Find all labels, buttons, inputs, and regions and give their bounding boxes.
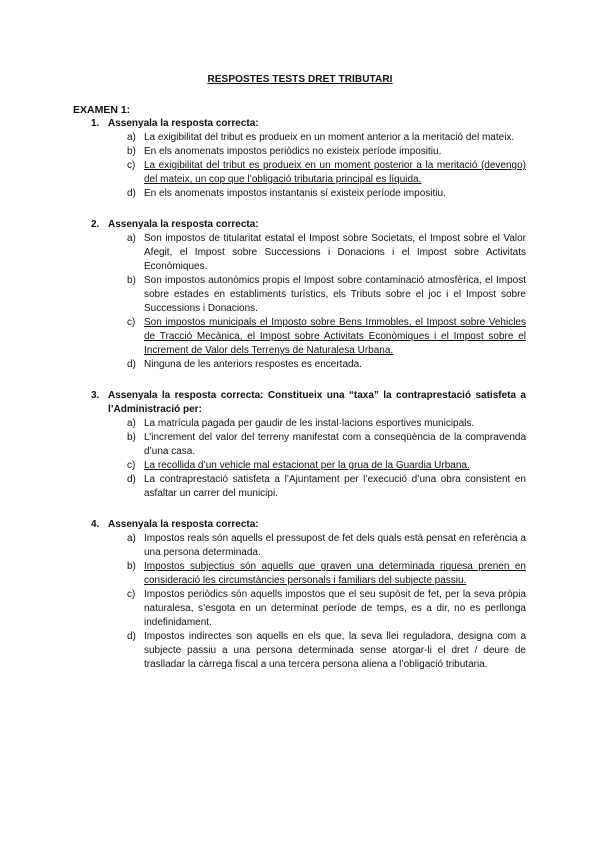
answer-option: [0, 630, 600, 672]
answer-option: [0, 417, 600, 431]
question-prompt: [0, 218, 600, 232]
option-letter: c): [127, 317, 136, 328]
spacer: [0, 372, 600, 389]
answer-option: [0, 358, 600, 372]
question-4: [0, 518, 600, 672]
option-letter: a): [127, 533, 136, 544]
option-letter: d): [127, 359, 136, 370]
question-1: [0, 117, 600, 201]
spacer: [0, 501, 600, 518]
option-letter: a): [127, 418, 136, 429]
answer-option: [0, 274, 600, 316]
answer-option: [0, 532, 600, 560]
option-text: Son impostos autonòmics propis el Impost sobre contaminació atmosfèrica, el Impost sobre estades en establiments turístics, els Tributs sobre el joc i el Impost sobre Successions i Donacions.: [144, 275, 526, 314]
option-letter: c): [127, 589, 136, 600]
question-2: [0, 218, 600, 372]
option-text: En els anomenats impostos periòdics no existeix període impositiu.: [144, 146, 442, 157]
question-text: Assenyala la resposta correcta:: [108, 519, 259, 530]
option-text: La matrícula pagada per gaudir de les instal·lacions esportives municipals.: [144, 418, 475, 429]
option-text-correct: La exigibilitat del tribut es produeix en un moment posterior a la meritació (devengo) del mateix, un cop que l’obligació tributaria principal es líquida.: [144, 160, 526, 185]
option-letter: d): [127, 188, 136, 199]
question-text: Assenyala la resposta correcta:: [108, 219, 259, 230]
answer-option: [0, 145, 600, 159]
option-text: Impostos periòdics són aquells impostos que el seu supòsit de fet, per la seva pròpia naturalesa, s’esgota en un determinat període de temps, es a dir, no es perllonga indefinidament.: [144, 589, 526, 628]
question-prompt: [0, 389, 600, 417]
question-number: 1.: [91, 118, 100, 129]
option-text-correct: Son impostos municipals el Imposto sobre Bens Immobles, el Impost sobre Vehicles de Tracció Mecànica, el Impost sobre Activitats Econòmiques i el Impost sobre el Increment de Valor dels Terrenys de Naturalesa Urbana.: [144, 317, 526, 356]
answer-option: [0, 588, 600, 630]
exam-label: EXAMEN 1:: [73, 104, 131, 116]
option-text: En els anomenats impostos instantanis sí existeix període impositiu.: [144, 188, 446, 199]
option-letter: b): [127, 146, 136, 157]
option-text: Impostos reals són aquells el pressupost de fet dels quals està pensat en referència a una persona determinada.: [144, 533, 526, 558]
option-text: La exigibilitat del tribut es produeix en un moment anterior a la meritació del mateix.: [144, 132, 515, 143]
answer-option-correct: [0, 459, 600, 473]
option-letter: a): [127, 132, 136, 143]
option-text-correct: Impostos subjectius són aquells que graven una determinada riquesa prenen en consideració les circumstàncies personals i familiars del subjecte passiu.: [144, 561, 526, 586]
question-text: Assenyala la resposta correcta:: [108, 118, 259, 129]
option-letter: a): [127, 233, 136, 244]
question-number: 3.: [91, 390, 100, 401]
option-letter: b): [127, 275, 136, 286]
answer-option-correct: [0, 159, 600, 187]
question-prompt: [0, 117, 600, 131]
answer-option: [0, 131, 600, 145]
question-prompt: [0, 518, 600, 532]
document-title: RESPOSTES TESTS DRET TRIBUTARI: [207, 74, 393, 85]
answer-option: [0, 473, 600, 501]
option-text: Son impostos de titularitat estatal el Impost sobre Societats, el Impost sobre el Valor Afegit, el Impost sobre Successions i Donacions i el Impost sobre Activitats Econòmiques.: [144, 233, 526, 272]
answer-option: [0, 232, 600, 274]
answer-option-correct: [0, 560, 600, 588]
question-number: 4.: [91, 519, 100, 530]
option-letter: b): [127, 561, 136, 572]
spacer: [0, 201, 600, 218]
option-text: Ninguna de les anteriors respostes es encertada.: [144, 359, 362, 370]
option-letter: c): [127, 160, 136, 171]
answer-option: [0, 187, 600, 201]
question-text: Assenyala la resposta correcta: Constitueix una “taxa” la contraprestació satisfeta a l’Administració per:: [108, 390, 526, 415]
option-letter: b): [127, 432, 136, 443]
option-letter: d): [127, 474, 136, 485]
answer-option: [0, 431, 600, 459]
question-3: [0, 389, 600, 501]
option-text: L’increment del valor del terreny manifestat com a conseqüència de la compravenda d’una casa.: [144, 432, 526, 457]
questions-list: [0, 117, 600, 672]
answer-option-correct: [0, 316, 600, 358]
option-text: La contraprestació satisfeta a l’Ajuntament per l’execució d’una obra consistent en asfaltar un carrer del municipi.: [144, 474, 526, 499]
option-letter: d): [127, 631, 136, 642]
question-number: 2.: [91, 219, 100, 230]
option-text: Impostos indirectes son aquells en els que, la seva llei reguladora, designa com a subjecte passiu a una persona determinada sense atorgar-li el dret / deure de traslladar la càrrega fiscal a una tercera persona aliena a l’obligació tributaria.: [144, 631, 526, 670]
option-text-correct: La recollida d’un vehicle mal estacionat per la grua de la Guardia Urbana.: [144, 460, 470, 471]
option-letter: c): [127, 460, 136, 471]
